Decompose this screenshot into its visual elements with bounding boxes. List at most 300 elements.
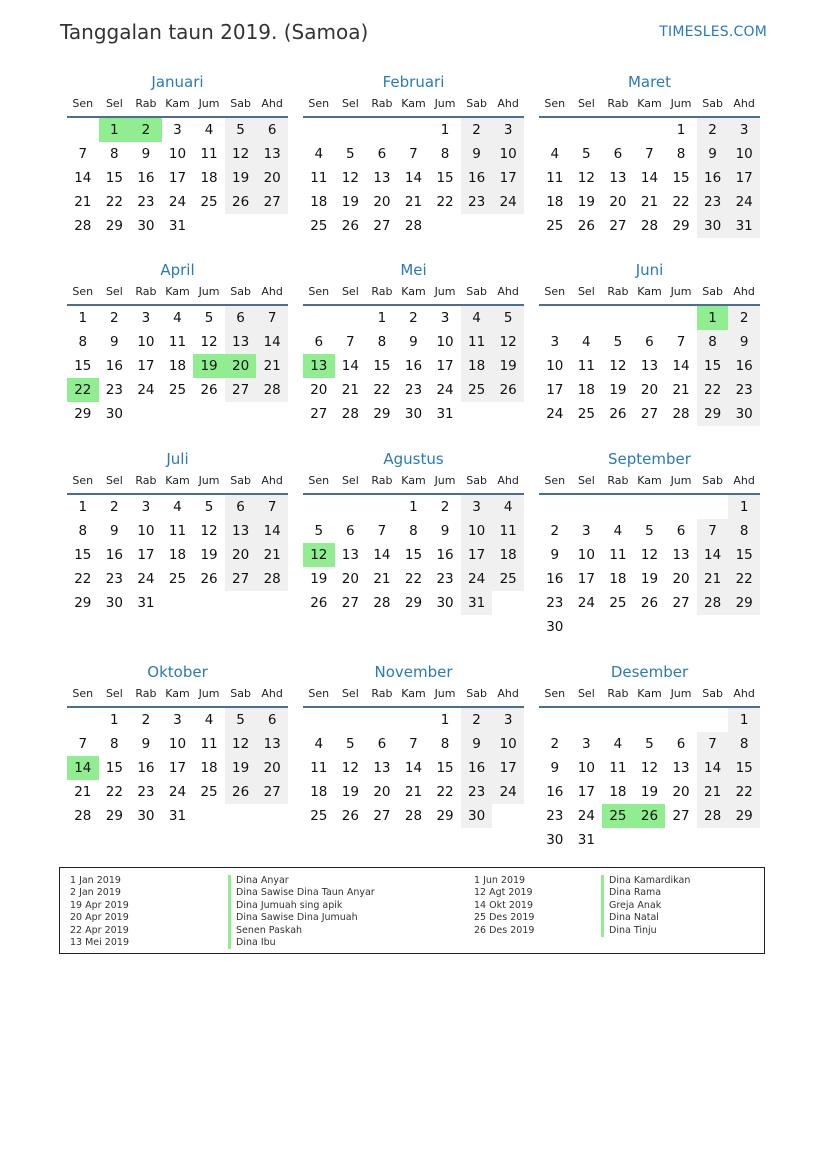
weekday-label: Rab — [607, 97, 629, 110]
holiday-date: 1 Jan 2019 — [70, 875, 121, 886]
week-row — [539, 330, 760, 354]
empty-cell — [665, 615, 697, 639]
legend-right-dates — [474, 875, 534, 937]
month-februari — [303, 72, 524, 238]
day-cell: 5 — [346, 146, 355, 162]
day-cell: 26 — [640, 595, 659, 611]
day-cell: 16 — [404, 358, 423, 374]
empty-cell — [492, 804, 524, 828]
day-cell: 22 — [728, 567, 760, 591]
day-cell: 4 — [613, 736, 623, 752]
day-cell: 19 — [492, 354, 524, 378]
day-cell: 3 — [728, 118, 760, 142]
weekday-label: Kam — [637, 285, 662, 298]
day-cell: 28 — [672, 406, 690, 422]
day-cell: 6 — [645, 334, 654, 350]
weekday-label: Sel — [105, 285, 123, 298]
day-cell: 6 — [256, 708, 288, 732]
weekday-label: Rab — [135, 474, 157, 487]
day-cell: 24 — [492, 190, 524, 214]
day-cell: 6 — [314, 334, 324, 350]
day-cell: 20 — [672, 571, 690, 587]
week-row — [303, 214, 524, 238]
weekday-label: Jum — [434, 97, 456, 110]
day-cell: 8 — [676, 146, 686, 162]
empty-cell — [492, 402, 524, 426]
weekday-label: Rab — [371, 285, 393, 298]
holiday-day-cell: 19 — [193, 354, 225, 378]
day-cell: 16 — [105, 547, 123, 563]
day-cell: 12 — [341, 760, 359, 776]
day-cell: 19 — [225, 756, 257, 780]
day-cell: 22 — [105, 784, 123, 800]
day-cell: 7 — [409, 146, 418, 162]
week-row — [67, 804, 288, 828]
holiday-date: 26 Des 2019 — [474, 924, 535, 936]
empty-cell — [665, 495, 697, 519]
day-cell: 28 — [697, 591, 729, 615]
day-cell: 28 — [256, 378, 288, 402]
weekday-label: Sen — [308, 285, 330, 298]
week-row — [67, 519, 288, 543]
day-cell: 16 — [137, 760, 155, 776]
day-cell: 15 — [728, 543, 760, 567]
empty-cell — [539, 306, 571, 330]
day-cell: 27 — [640, 406, 659, 422]
weekday-header — [539, 469, 760, 495]
day-cell: 18 — [609, 784, 627, 800]
day-cell: 19 — [640, 571, 659, 587]
day-cell: 1 — [728, 495, 760, 519]
day-cell: 7 — [78, 146, 88, 162]
weekday-label: Sen — [72, 474, 94, 487]
day-cell: 20 — [373, 784, 391, 800]
day-cell: 21 — [640, 194, 659, 210]
week-row — [67, 190, 288, 214]
empty-cell — [67, 118, 99, 142]
weekday-header — [303, 92, 524, 118]
day-cell: 16 — [728, 354, 760, 378]
week-row — [303, 756, 524, 780]
day-cell: 2 — [728, 306, 760, 330]
day-cell: 27 — [672, 808, 690, 824]
weekday-label: Sen — [72, 687, 94, 700]
day-cell: 8 — [409, 523, 418, 539]
empty-cell — [571, 495, 603, 519]
holiday-day-cell: 14 — [67, 756, 99, 780]
day-cell: 25 — [577, 406, 595, 422]
weekday-label: Sel — [341, 474, 359, 487]
day-cell: 19 — [310, 571, 328, 587]
empty-cell — [602, 118, 634, 142]
day-cell: 25 — [200, 784, 218, 800]
empty-cell — [225, 214, 257, 238]
week-row — [67, 567, 288, 591]
day-cell: 9 — [728, 330, 760, 354]
day-cell: 25 — [310, 218, 328, 234]
day-cell: 24 — [137, 571, 155, 587]
day-cell: 20 — [672, 784, 690, 800]
day-cell: 3 — [550, 334, 560, 350]
day-cell: 1 — [728, 708, 760, 732]
day-cell: 27 — [609, 218, 627, 234]
holiday-day-cell: 13 — [303, 354, 335, 378]
legend-right-names — [601, 875, 690, 937]
day-cell: 27 — [341, 595, 359, 611]
site-link[interactable]: TIMESLES.COM — [659, 24, 767, 40]
day-cell: 20 — [310, 382, 328, 398]
day-cell: 10 — [577, 760, 595, 776]
day-cell: 27 — [256, 190, 288, 214]
day-cell: 9 — [550, 760, 560, 776]
week-row — [67, 142, 288, 166]
day-cell: 6 — [256, 118, 288, 142]
day-cell: 3 — [173, 122, 182, 138]
day-cell: 26 — [200, 571, 218, 587]
empty-cell — [602, 306, 634, 330]
week-row — [539, 756, 760, 780]
month-name: November — [374, 663, 453, 681]
empty-cell — [697, 828, 729, 852]
day-cell: 5 — [346, 736, 355, 752]
day-cell: 17 — [546, 382, 564, 398]
empty-cell — [461, 402, 493, 426]
weekday-label: Ahd — [733, 474, 755, 487]
empty-cell — [492, 591, 524, 615]
weekday-label: Sel — [341, 285, 359, 298]
day-cell: 13 — [373, 760, 391, 776]
month-januari — [67, 72, 288, 238]
day-cell: 7 — [676, 334, 686, 350]
empty-cell — [697, 495, 729, 519]
day-cell: 30 — [546, 832, 564, 848]
day-cell: 9 — [461, 142, 493, 166]
day-cell: 29 — [105, 218, 123, 234]
day-cell: 16 — [461, 756, 493, 780]
day-cell: 24 — [137, 382, 155, 398]
day-cell: 9 — [440, 523, 450, 539]
day-cell: 14 — [256, 519, 288, 543]
legend-left-names — [228, 875, 375, 949]
holiday-date: 12 Agt 2019 — [474, 887, 533, 899]
month-agustus — [303, 449, 524, 615]
month-name: Januari — [151, 73, 204, 91]
weekday-label: Sen — [544, 474, 566, 487]
day-cell: 15 — [105, 760, 123, 776]
weekday-label: Ahd — [261, 687, 283, 700]
week-row — [303, 780, 524, 804]
day-cell: 11 — [168, 334, 187, 350]
empty-cell — [335, 708, 367, 732]
day-cell: 6 — [377, 146, 387, 162]
empty-cell — [461, 214, 493, 238]
week-row — [303, 378, 524, 402]
week-row — [67, 118, 288, 142]
weekday-label: Jum — [198, 474, 220, 487]
day-cell: 25 — [310, 808, 328, 824]
empty-cell — [193, 214, 225, 238]
day-cell: 24 — [168, 194, 187, 210]
day-cell: 25 — [461, 378, 493, 402]
weekday-label: Kam — [637, 97, 662, 110]
week-row — [539, 214, 760, 238]
day-cell: 31 — [728, 214, 760, 238]
day-cell: 9 — [110, 523, 119, 539]
day-cell: 2 — [550, 736, 560, 752]
day-cell: 5 — [314, 523, 324, 539]
day-cell: 4 — [461, 306, 493, 330]
day-cell: 22 — [74, 571, 92, 587]
day-cell: 4 — [314, 736, 324, 752]
empty-cell — [303, 118, 335, 142]
day-cell: 31 — [577, 832, 595, 848]
weekday-label: Ahd — [733, 687, 755, 700]
day-cell: 1 — [377, 310, 387, 326]
day-cell: 4 — [550, 146, 560, 162]
week-row — [303, 732, 524, 756]
weekday-label: Ahd — [733, 285, 755, 298]
day-cell: 21 — [373, 571, 391, 587]
day-cell: 16 — [461, 166, 493, 190]
day-cell: 5 — [492, 306, 524, 330]
day-cell: 9 — [550, 547, 560, 563]
holiday-name: Senen Paskah — [228, 925, 375, 937]
day-cell: 18 — [310, 784, 328, 800]
day-cell: 20 — [373, 194, 391, 210]
empty-cell — [602, 708, 634, 732]
week-row — [539, 543, 760, 567]
week-row — [67, 591, 288, 615]
week-row — [67, 214, 288, 238]
week-row — [67, 495, 288, 519]
day-cell: 10 — [168, 146, 187, 162]
day-cell: 1 — [440, 122, 450, 138]
day-cell: 8 — [728, 519, 760, 543]
weekday-label: Sab — [230, 285, 251, 298]
day-cell: 23 — [546, 595, 564, 611]
day-cell: 5 — [225, 708, 257, 732]
day-cell: 8 — [78, 523, 88, 539]
day-cell: 26 — [609, 406, 627, 422]
day-cell: 28 — [404, 808, 423, 824]
day-cell: 12 — [225, 732, 257, 756]
empty-cell — [193, 591, 225, 615]
empty-cell — [256, 591, 288, 615]
weekday-label: Kam — [401, 687, 426, 700]
day-cell: 22 — [404, 571, 423, 587]
day-cell: 30 — [728, 402, 760, 426]
weekday-label: Jum — [198, 687, 220, 700]
day-cell: 16 — [697, 166, 729, 190]
day-cell: 2 — [440, 499, 450, 515]
week-row — [303, 402, 524, 426]
empty-cell — [225, 591, 257, 615]
week-row — [539, 142, 760, 166]
week-row — [539, 166, 760, 190]
weekday-label: Sab — [466, 285, 487, 298]
weekday-label: Sen — [72, 285, 94, 298]
day-cell: 18 — [168, 547, 187, 563]
day-cell: 18 — [461, 354, 493, 378]
day-cell: 26 — [225, 780, 257, 804]
day-cell: 25 — [200, 194, 218, 210]
day-cell: 6 — [225, 495, 257, 519]
weekday-label: Sel — [105, 474, 123, 487]
empty-cell — [162, 402, 194, 426]
day-cell: 22 — [373, 382, 391, 398]
day-cell: 10 — [168, 736, 187, 752]
week-row — [539, 591, 760, 615]
day-cell: 8 — [728, 732, 760, 756]
day-cell: 28 — [373, 595, 391, 611]
day-cell: 6 — [613, 146, 623, 162]
day-cell: 24 — [168, 784, 187, 800]
weekday-label: Sel — [341, 687, 359, 700]
weekday-label: Sab — [466, 474, 487, 487]
day-cell: 4 — [173, 499, 182, 515]
weekday-label: Sen — [308, 97, 330, 110]
weekday-label: Sen — [308, 687, 330, 700]
day-cell: 7 — [256, 306, 288, 330]
weekday-label: Jum — [434, 687, 456, 700]
weekday-label: Ahd — [261, 474, 283, 487]
month-name: Oktober — [147, 663, 208, 681]
day-cell: 22 — [436, 194, 454, 210]
day-cell: 8 — [110, 146, 119, 162]
day-cell: 12 — [492, 330, 524, 354]
day-cell: 19 — [200, 547, 218, 563]
empty-cell — [256, 214, 288, 238]
month-maret — [539, 72, 760, 238]
weekday-header — [67, 469, 288, 495]
day-cell: 22 — [436, 784, 454, 800]
week-row — [303, 567, 524, 591]
week-row — [67, 402, 288, 426]
weekday-header — [67, 682, 288, 708]
holiday-name: Dina Sawise Dina Taun Anyar — [228, 887, 375, 899]
day-cell: 22 — [697, 378, 729, 402]
day-cell: 4 — [173, 310, 182, 326]
day-cell: 8 — [377, 334, 387, 350]
month-desember — [539, 662, 760, 852]
empty-cell — [602, 828, 634, 852]
week-row — [303, 142, 524, 166]
day-cell: 26 — [577, 218, 595, 234]
day-cell: 23 — [105, 571, 123, 587]
holiday-name: Dina Ibu — [228, 937, 375, 949]
day-cell: 23 — [728, 378, 760, 402]
day-cell: 21 — [404, 194, 423, 210]
day-cell: 24 — [546, 406, 564, 422]
week-row — [539, 354, 760, 378]
day-cell: 13 — [672, 547, 690, 563]
day-cell: 17 — [577, 784, 595, 800]
day-cell: 29 — [373, 406, 391, 422]
day-cell: 4 — [314, 146, 324, 162]
week-row — [303, 354, 524, 378]
day-cell: 5 — [582, 146, 591, 162]
day-cell: 15 — [404, 547, 423, 563]
holiday-day-cell: 2 — [130, 118, 162, 142]
day-cell: 7 — [697, 732, 729, 756]
day-cell: 15 — [74, 547, 92, 563]
empty-cell — [366, 708, 398, 732]
day-cell: 10 — [461, 519, 493, 543]
day-cell: 17 — [168, 760, 187, 776]
day-cell: 25 — [168, 382, 187, 398]
day-cell: 5 — [613, 334, 623, 350]
week-row — [539, 828, 760, 852]
weekday-label: Sab — [466, 97, 487, 110]
weekday-label: Sen — [308, 474, 330, 487]
empty-cell — [602, 495, 634, 519]
holiday-date: 22 Apr 2019 — [70, 924, 129, 936]
weekday-label: Kam — [165, 474, 190, 487]
day-cell: 17 — [577, 571, 595, 587]
day-cell: 6 — [225, 306, 257, 330]
week-row — [67, 543, 288, 567]
day-cell: 23 — [137, 784, 155, 800]
weekday-header — [539, 682, 760, 708]
day-cell: 31 — [137, 595, 155, 611]
weekday-label: Rab — [607, 474, 629, 487]
empty-cell — [429, 214, 461, 238]
day-cell: 6 — [676, 523, 686, 539]
empty-cell — [571, 615, 603, 639]
day-cell: 12 — [640, 547, 659, 563]
week-row — [303, 306, 524, 330]
day-cell: 16 — [546, 784, 564, 800]
day-cell: 11 — [200, 736, 218, 752]
day-cell: 2 — [110, 499, 119, 515]
day-cell: 25 — [546, 218, 564, 234]
day-cell: 2 — [550, 523, 560, 539]
day-cell: 17 — [168, 170, 187, 186]
day-cell: 11 — [168, 523, 187, 539]
day-cell: 31 — [168, 808, 187, 824]
day-cell: 11 — [492, 519, 524, 543]
day-cell: 1 — [409, 499, 418, 515]
day-cell: 9 — [141, 736, 151, 752]
week-row — [539, 708, 760, 732]
day-cell: 11 — [609, 760, 627, 776]
empty-cell — [335, 118, 367, 142]
week-row — [303, 519, 524, 543]
holiday-name: Dina Rama — [601, 887, 690, 899]
day-cell: 21 — [74, 784, 92, 800]
day-cell: 23 — [461, 780, 493, 804]
day-cell: 10 — [577, 547, 595, 563]
day-cell: 21 — [256, 354, 288, 378]
weekday-label: Rab — [135, 687, 157, 700]
week-row — [67, 780, 288, 804]
day-cell: 31 — [461, 591, 493, 615]
day-cell: 13 — [256, 732, 288, 756]
day-cell: 18 — [200, 760, 218, 776]
day-cell: 21 — [256, 543, 288, 567]
day-cell: 10 — [546, 358, 564, 374]
weekday-label: Sab — [702, 687, 723, 700]
weekday-label: Rab — [135, 285, 157, 298]
day-cell: 18 — [310, 194, 328, 210]
page-title: Tanggalan taun 2019. (Samoa) — [60, 20, 369, 44]
day-cell: 14 — [672, 358, 690, 374]
empty-cell — [665, 828, 697, 852]
day-cell: 14 — [74, 170, 92, 186]
day-cell: 3 — [492, 118, 524, 142]
day-cell: 3 — [461, 495, 493, 519]
day-cell: 25 — [492, 567, 524, 591]
